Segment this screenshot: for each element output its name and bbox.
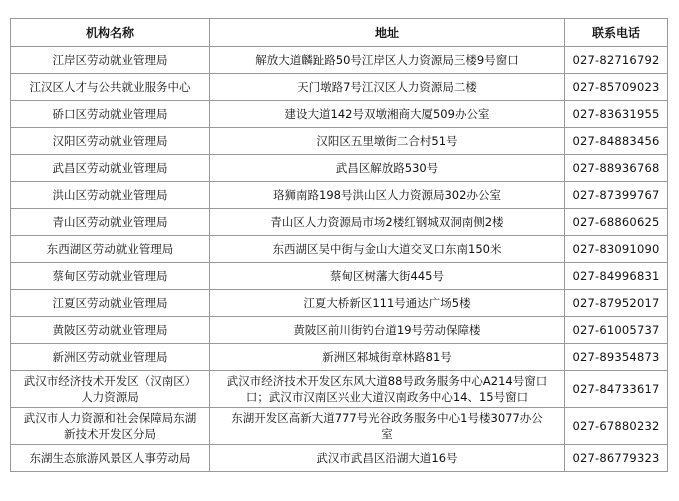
- address-cell: 新洲区邾城街章林路81号: [210, 344, 565, 371]
- address-cell: 蔡甸区树藩大街445号: [210, 263, 565, 290]
- table-row: [11, 128, 668, 155]
- address-cell: 黄陂区前川街钓台道19号劳动保障楼: [210, 317, 565, 344]
- address-cell: 珞狮南路198号洪山区人力资源局302办公室: [210, 182, 565, 209]
- org-name-line: 武汉市人力资源和社会保障局东湖: [23, 411, 197, 425]
- org-name-cell: 蔡甸区劳动就业管理局: [11, 263, 210, 290]
- phone-cell: 027-87952017: [565, 290, 668, 317]
- org-name-cell: 青山区劳动就业管理局: [11, 209, 210, 236]
- address-cell: 江夏大桥新区111号通达广场5楼: [210, 290, 565, 317]
- phone-cell: 027-84883456: [565, 128, 668, 155]
- org-name-line: 武汉市经济技术开发区（汉南区）: [23, 374, 197, 388]
- address-cell: 解放大道麟趾路50号江岸区人力资源局三楼9号窗口: [210, 47, 565, 74]
- address-line: 武汉市经济技术开发区东风大道88号政务服务中心A214号窗口: [226, 374, 548, 388]
- table-row: [11, 182, 668, 209]
- org-name-cell: 江汉区人才与公共就业服务中心: [11, 74, 210, 101]
- table-row: [11, 101, 668, 128]
- org-name-line: 人力资源局: [81, 390, 139, 404]
- address-cell: 天门墩路7号江汉区人力资源局二楼: [210, 74, 565, 101]
- phone-cell: 027-68860625: [565, 209, 668, 236]
- table-row: [11, 445, 668, 472]
- phone-cell: 027-67880232: [565, 408, 668, 445]
- phone-cell: 027-85709023: [565, 74, 668, 101]
- phone-cell: 027-86779323: [565, 445, 668, 472]
- address-cell: 东西湖区吴中街与金山大道交叉口东南150米: [210, 236, 565, 263]
- org-name-cell: 江岸区劳动就业管理局: [11, 47, 210, 74]
- table-row: [11, 47, 668, 74]
- org-name-cell: 洪山区劳动就业管理局: [11, 182, 210, 209]
- org-name-cell: 汉阳区劳动就业管理局: [11, 128, 210, 155]
- address-cell: 武汉市武昌区沿湖大道16号: [210, 445, 565, 472]
- phone-cell: 027-83091090: [565, 236, 668, 263]
- address-line: 东湖开发区高新大道777号光谷政务服务中心1号楼3077办公: [231, 411, 543, 425]
- address-cell: 青山区人力资源局市场2楼红钢城双洞南侧2楼: [210, 209, 565, 236]
- address-line: 室: [381, 427, 393, 441]
- table-row: [11, 236, 668, 263]
- address-cell: [210, 371, 565, 408]
- org-name-cell: 江夏区劳动就业管理局: [11, 290, 210, 317]
- address-line: 口；武汉市汉南区兴业大道汉南政务中心14、15号窗口: [245, 390, 529, 404]
- org-name-cell: 硚口区劳动就业管理局: [11, 101, 210, 128]
- table-row: [11, 408, 668, 445]
- header-row: [11, 19, 668, 47]
- table-row: [11, 155, 668, 182]
- table-row: [11, 317, 668, 344]
- table-row: [11, 290, 668, 317]
- phone-cell: 027-87399767: [565, 182, 668, 209]
- phone-cell: 027-82716792: [565, 47, 668, 74]
- table-row: [11, 209, 668, 236]
- address-cell: 建设大道142号双墩湘商大厦509办公室: [210, 101, 565, 128]
- header-phone: 联系电话: [565, 19, 668, 47]
- address-cell: 汉阳区五里墩街二合村51号: [210, 128, 565, 155]
- org-name-cell: 黄陂区劳动就业管理局: [11, 317, 210, 344]
- phone-cell: 027-88936768: [565, 155, 668, 182]
- phone-cell: 027-61005737: [565, 317, 668, 344]
- org-name-cell: 新洲区劳动就业管理局: [11, 344, 210, 371]
- header-address: 地址: [210, 19, 565, 47]
- org-name-line: 新技术开发区分局: [64, 427, 156, 441]
- table-row: [11, 263, 668, 290]
- address-cell: 武昌区解放路530号: [210, 155, 565, 182]
- office-directory-table: [10, 18, 668, 472]
- table-row: [11, 344, 668, 371]
- org-name-cell: 东西湖区劳动就业管理局: [11, 236, 210, 263]
- phone-cell: 027-84996831: [565, 263, 668, 290]
- org-name-cell: [11, 408, 210, 445]
- org-name-cell: [11, 371, 210, 408]
- phone-cell: 027-83631955: [565, 101, 668, 128]
- org-name-cell: 武昌区劳动就业管理局: [11, 155, 210, 182]
- phone-cell: 027-89354873: [565, 344, 668, 371]
- phone-cell: 027-84733617: [565, 371, 668, 408]
- org-name-cell: 东湖生态旅游风景区人事劳动局: [11, 445, 210, 472]
- table-row: [11, 74, 668, 101]
- address-cell: [210, 408, 565, 445]
- table-row: [11, 371, 668, 408]
- header-org-name: 机构名称: [11, 19, 210, 47]
